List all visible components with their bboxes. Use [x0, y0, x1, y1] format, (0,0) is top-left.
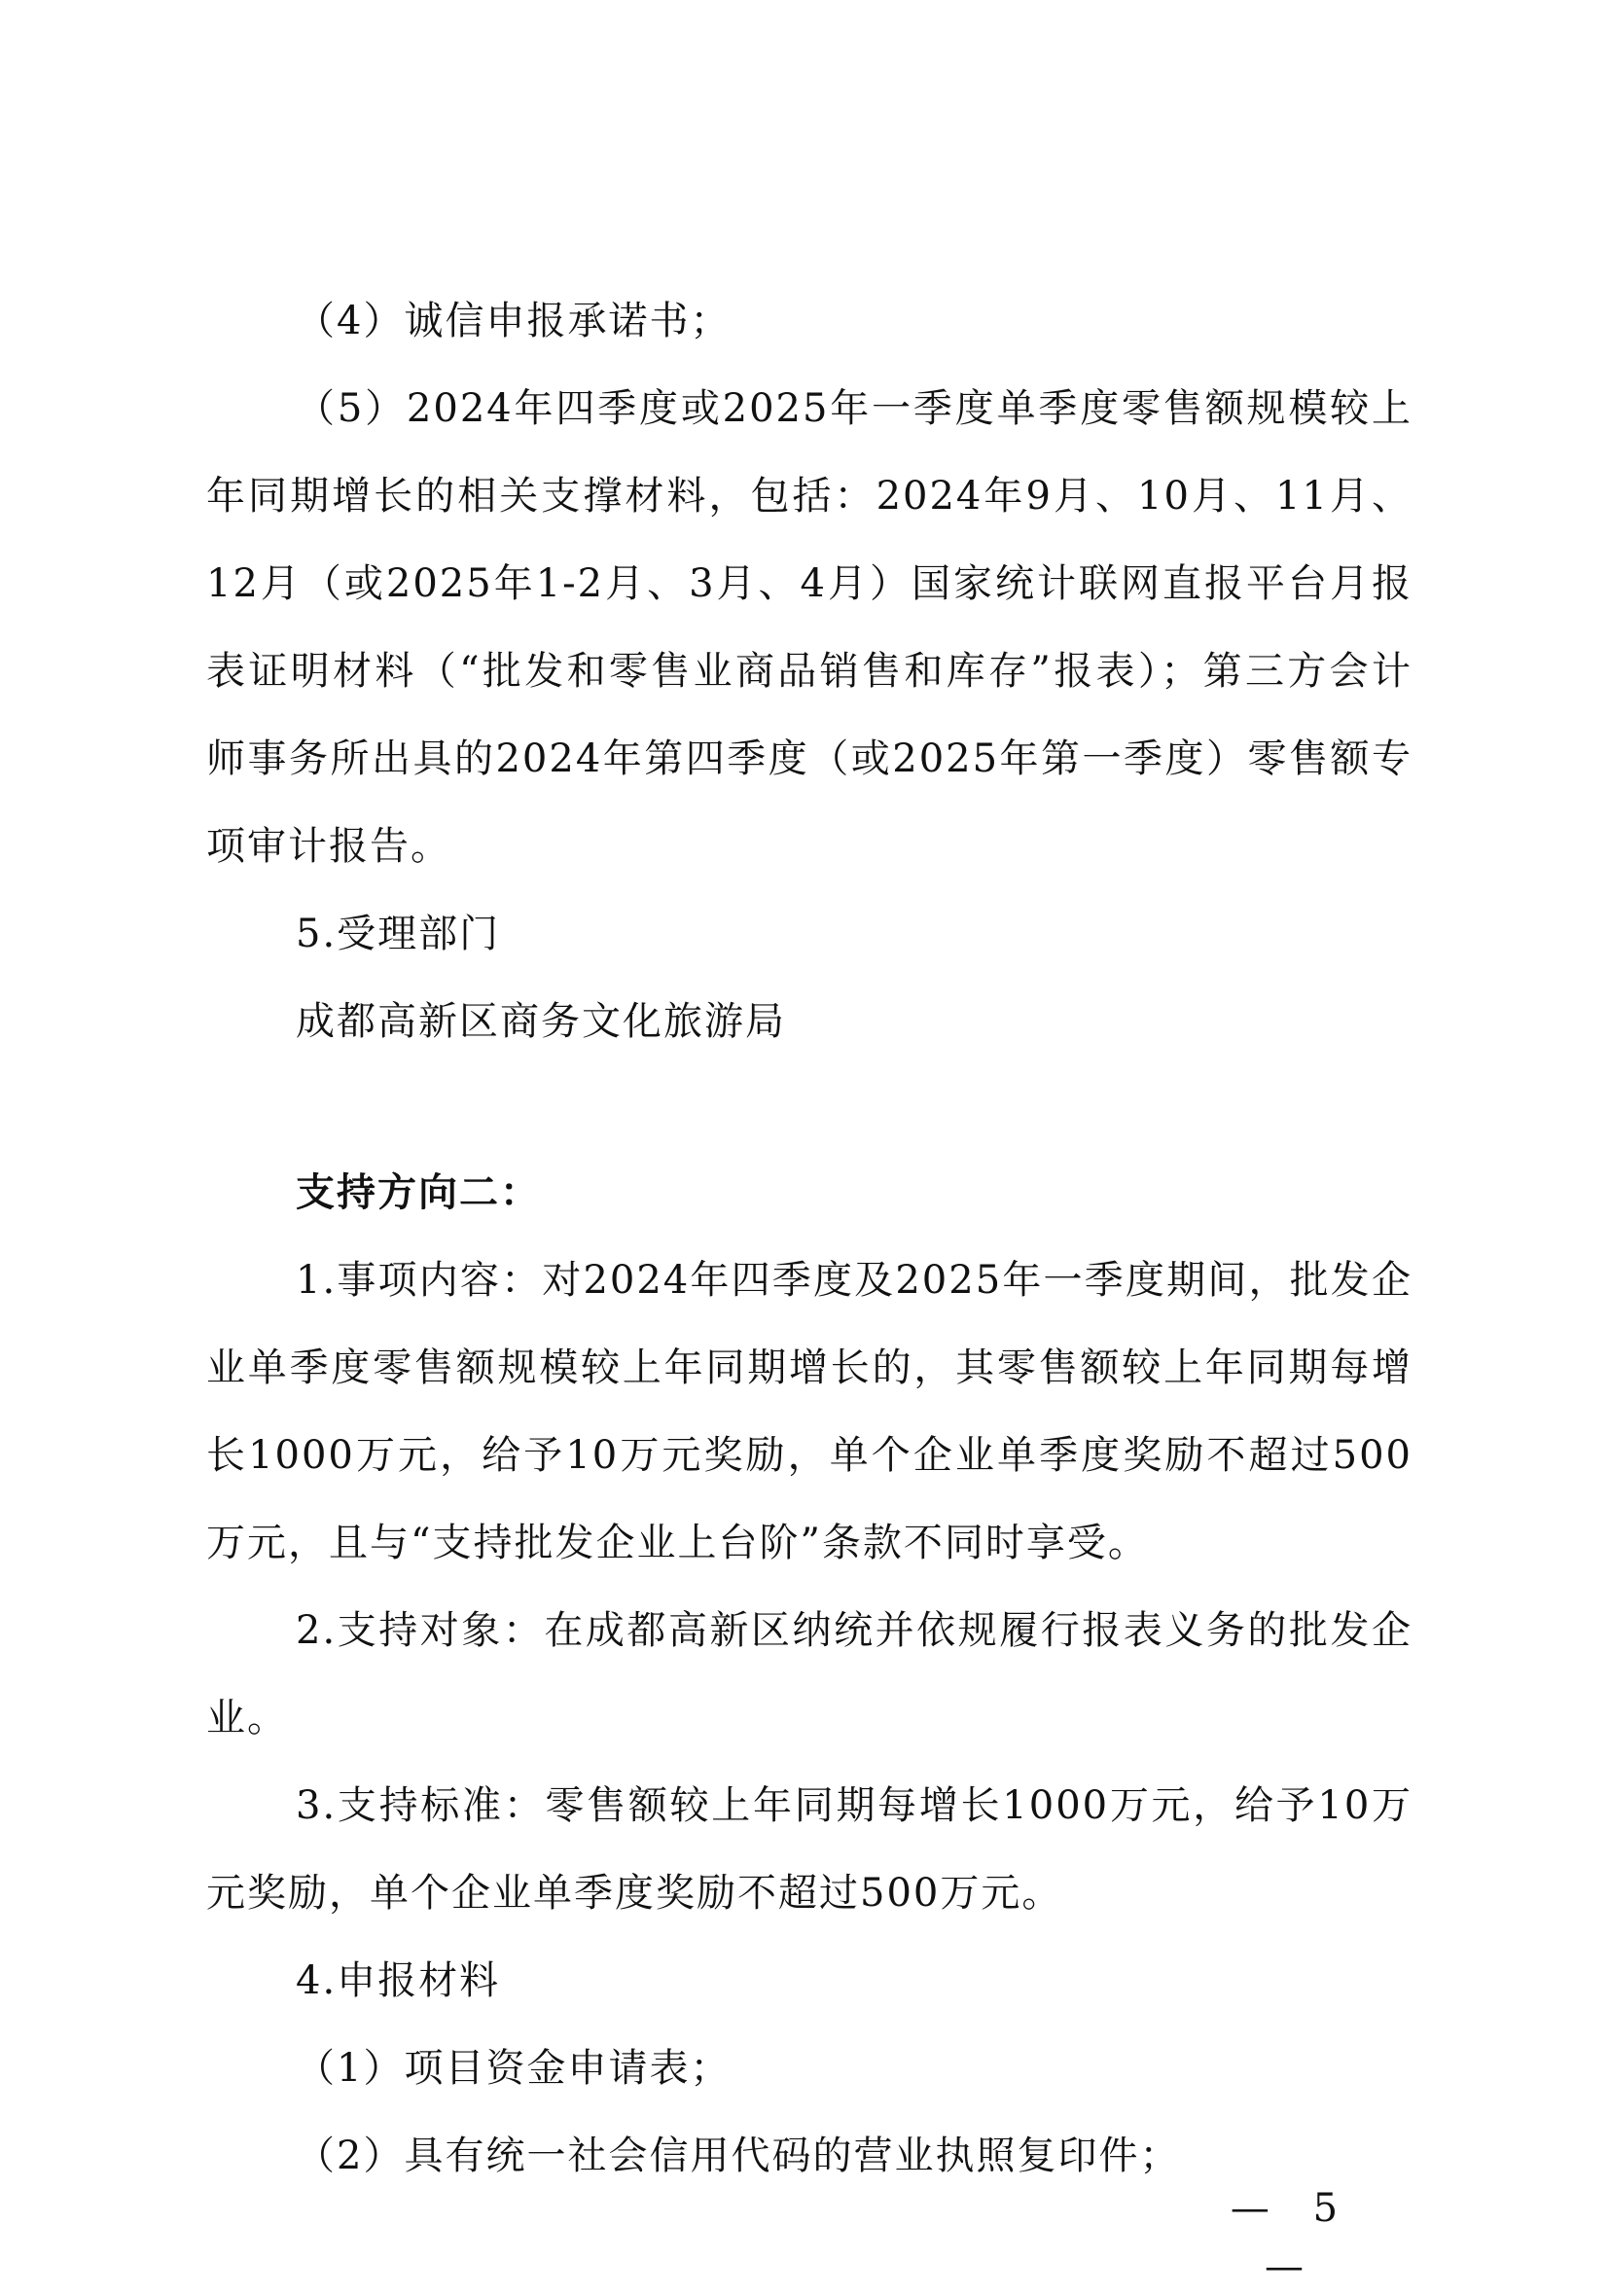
paragraph-integrity-commitment: （4）诚信申报承诺书；	[296, 299, 732, 343]
paragraph-supporting-materials: （5）2024年四季度或2025年一季度单季度零售额规模较上年同期增长的相关支撑材料，包括：2024年9月、10月、11月、12月（或2025年1-2月、3月、4月）国家统计联网直报平台月报表证明材料（“批发和零售业商品销售和库存”报表）；第三方会计师事务所出具的2024年第四季度（或2025年第一季度）零售额专项审计报告。	[206, 386, 1412, 869]
section-heading: 支持方向二：	[296, 1169, 541, 1215]
paragraph-item-content: 1.事项内容：对2024年四季度及2025年一季度期间，批发企业单季度零售额规模较上年同期增长的，其零售额较上年同期每增长1000万元，给予10万元奖励，单个企业单季度奖励不超过500万元，且与“支持批发企业上台阶”条款不同时享受。	[206, 1258, 1412, 1565]
paragraph-accepting-dept-name: 成都高新区商务文化旅游局	[296, 999, 786, 1044]
body-text-top	[206, 277, 1412, 2200]
section-gap	[206, 1065, 1412, 1149]
paragraph-accepting-dept-label: 5.受理部门	[296, 912, 501, 956]
paragraph-material-1: （1）项目资金申请表；	[296, 2046, 732, 2091]
page-number: — 5 —	[1230, 2186, 1354, 2289]
paragraph-application-materials: 4.申报材料	[296, 1958, 501, 2003]
paragraph-support-standard: 3.支持标准：零售额较上年同期每增长1000万元，给予10万元奖励，单个企业单季度奖励不超过500万元。	[206, 1783, 1412, 1916]
paragraph-support-target: 2.支持对象：在成都高新区纳统并依规履行报表义务的批发企业。	[206, 1608, 1412, 1740]
paragraph-material-2: （2）具有统一社会信用代码的营业执照复印件；	[296, 2134, 1181, 2178]
